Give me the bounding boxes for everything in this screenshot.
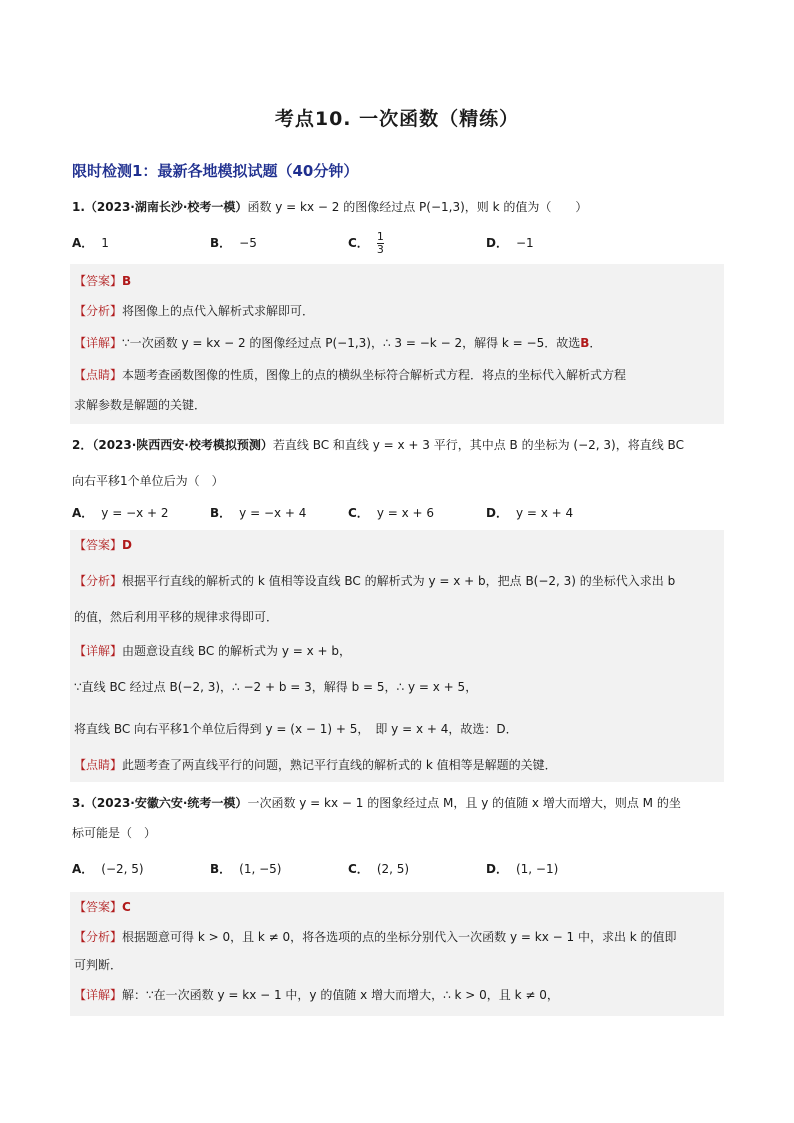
option-c: C． y = x + 6 <box>348 506 435 520</box>
comment-line: 【点睛】本题考查函数图像的性质，图像上的点的横纵坐标符合解析式方程．将点的坐标代入解析式方程 <box>74 368 627 382</box>
question-3-options <box>72 854 724 884</box>
option-b: B． −5 <box>210 236 257 250</box>
question-1-solution <box>70 264 724 424</box>
option-d: D． (1, −1) <box>486 862 559 876</box>
question-3-source: 3.（2023·安徽六安·统考一模） <box>72 796 248 810</box>
section-title: 限时检测1：最新各地模拟试题（40分钟） <box>72 162 359 180</box>
question-1-text: 函数 y = kx − 2 的图像经过点 P(−1,3)，则 k 的值为（ ） <box>247 200 588 214</box>
option-a: A． 1 <box>72 236 109 250</box>
analysis-line-2: 可判断． <box>74 958 123 972</box>
question-3-solution <box>70 892 724 1016</box>
question-1-source: 1.（2023·湖南长沙·校考一模） <box>72 200 248 214</box>
page-title: 考点10. 一次函数（精练） <box>274 108 520 130</box>
question-3-stem-cont: 标可能是（ ） <box>72 826 157 840</box>
analysis-line: 【分析】将图像上的点代入解析式求解即可． <box>74 304 315 318</box>
option-a: A． y = −x + 2 <box>72 506 169 520</box>
analysis-line-2: 的值，然后利用平移的规律求得即可． <box>74 610 279 624</box>
question-2-stem-cont: 向右平移1个单位后为（ ） <box>72 474 224 488</box>
option-c: C． (2, 5) <box>348 862 410 876</box>
detail-line: 【详解】解：∵在一次函数 y = kx − 1 中，y 的值随 x 增大而增大，∴ k > 0，且 k ≠ 0， <box>74 988 559 1002</box>
analysis-line: 【分析】根据题意可得 k > 0，且 k ≠ 0，将各选项的点的坐标分别代入一次函数 y = kx − 1 中，求出 k 的值即 <box>74 930 677 944</box>
comment-line: 【点睛】此题考查了两直线平行的问题，熟记平行直线的解析式的 k 值相等是解题的关键． <box>74 758 557 772</box>
option-b: B． (1, −5) <box>210 862 282 876</box>
answer-line: 【答案】D <box>74 538 132 552</box>
analysis-line: 【分析】根据平行直线的解析式的 k 值相等设直线 BC 的解析式为 y = x + b，把点 B(−2, 3) 的坐标代入求出 b <box>74 574 676 588</box>
answer-line: 【答案】C <box>74 900 131 914</box>
question-1-options <box>72 228 724 258</box>
fraction: $\frac{1}{3}$ <box>376 230 384 256</box>
option-d: D． −1 <box>486 236 534 250</box>
detail-line-3: 将直线 BC 向右平移1个单位后得到 y = (x − 1) + 5， 即 y = x + 4，故选：D． <box>74 722 518 736</box>
option-c: C． $\frac{1}{3}$ <box>348 230 384 256</box>
question-1-stem <box>72 192 724 222</box>
detail-line-2: ∵直线 BC 经过点 B(−2, 3)，∴ −2 + b = 3，解得 b = 5，∴ y = x + 5， <box>74 680 478 694</box>
answer-line: 【答案】B <box>74 274 132 288</box>
question-2-solution <box>70 530 724 782</box>
question-2-source: 2．（2023·陕西西安·校考模拟预测） <box>72 438 273 452</box>
detail-line: 【详解】∵一次函数 y = kx − 2 的图像经过点 P(−1,3)，∴ 3 = −k − 2，解得 k = −5．故选B． <box>74 336 602 350</box>
comment-line-2: 求解参数是解题的关键． <box>74 398 207 412</box>
question-2-stem: 2．（2023·陕西西安·校考模拟预测）若直线 BC 和直线 y = x + 3 平行，其中点 B 的坐标为 (−2, 3)，将直线 BC <box>72 438 684 452</box>
question-2-options <box>72 498 724 528</box>
question-3-stem: 3.（2023·安徽六安·统考一模）一次函数 y = kx − 1 的图象经过点 M，且 y 的值随 x 增大而增大，则点 M 的坐 <box>72 796 681 810</box>
option-a: A． (−2, 5) <box>72 862 144 876</box>
option-d: D． y = x + 4 <box>486 506 574 520</box>
detail-line: 【详解】由题意设直线 BC 的解析式为 y = x + b， <box>74 644 352 658</box>
option-b: B． y = −x + 4 <box>210 506 307 520</box>
